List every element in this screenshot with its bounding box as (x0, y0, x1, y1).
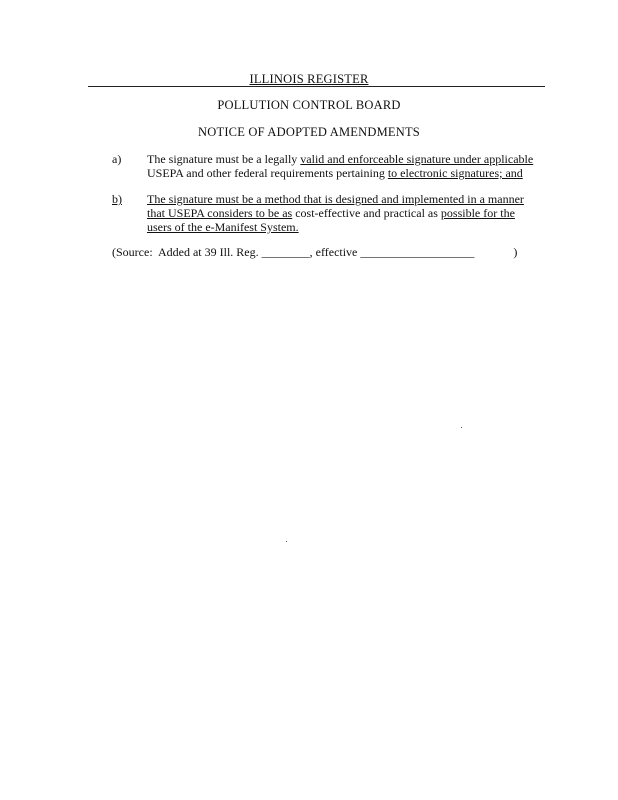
item-a-line1-plain: The signature must be a legally (147, 152, 301, 166)
item-b-line1-underlined: and implemented in a manner (381, 192, 524, 206)
item-text (147, 152, 542, 180)
source-note: (Source: Added at 39 Ill. Reg. ________, effective ___________________ ) (112, 245, 518, 259)
item-b-line2-plain: cost-effective and practical as (292, 206, 441, 220)
item-a-line1-underlined: valid and enforceable signature under applicable (300, 152, 534, 166)
scan-speck (461, 427, 462, 428)
item-marker: a) (112, 152, 122, 166)
scan-speck (286, 541, 287, 542)
register-title-text: ILLINOIS REGISTER (246, 72, 371, 86)
item-b-line2-underlined-b: possible for the (440, 206, 515, 220)
item-a-line2-plain: USEPA and other federal requirements pertaining (147, 166, 388, 180)
item-marker: b) (112, 192, 122, 206)
item-b-line2-underlined-a: that USEPA considers to be as (147, 206, 293, 220)
board-name: POLLUTION CONTROL BOARD (217, 98, 401, 112)
item-text (147, 192, 542, 234)
register-title (0, 72, 618, 87)
item-b-line1-plain: The signature must be a method that is designed (147, 192, 382, 206)
notice-title: NOTICE OF ADOPTED AMENDMENTS (198, 125, 420, 139)
item-b-line3-underlined: users of the e-Manifest System. (147, 220, 299, 234)
item-a-line2-underlined: to electronic signatures; and (387, 166, 523, 180)
